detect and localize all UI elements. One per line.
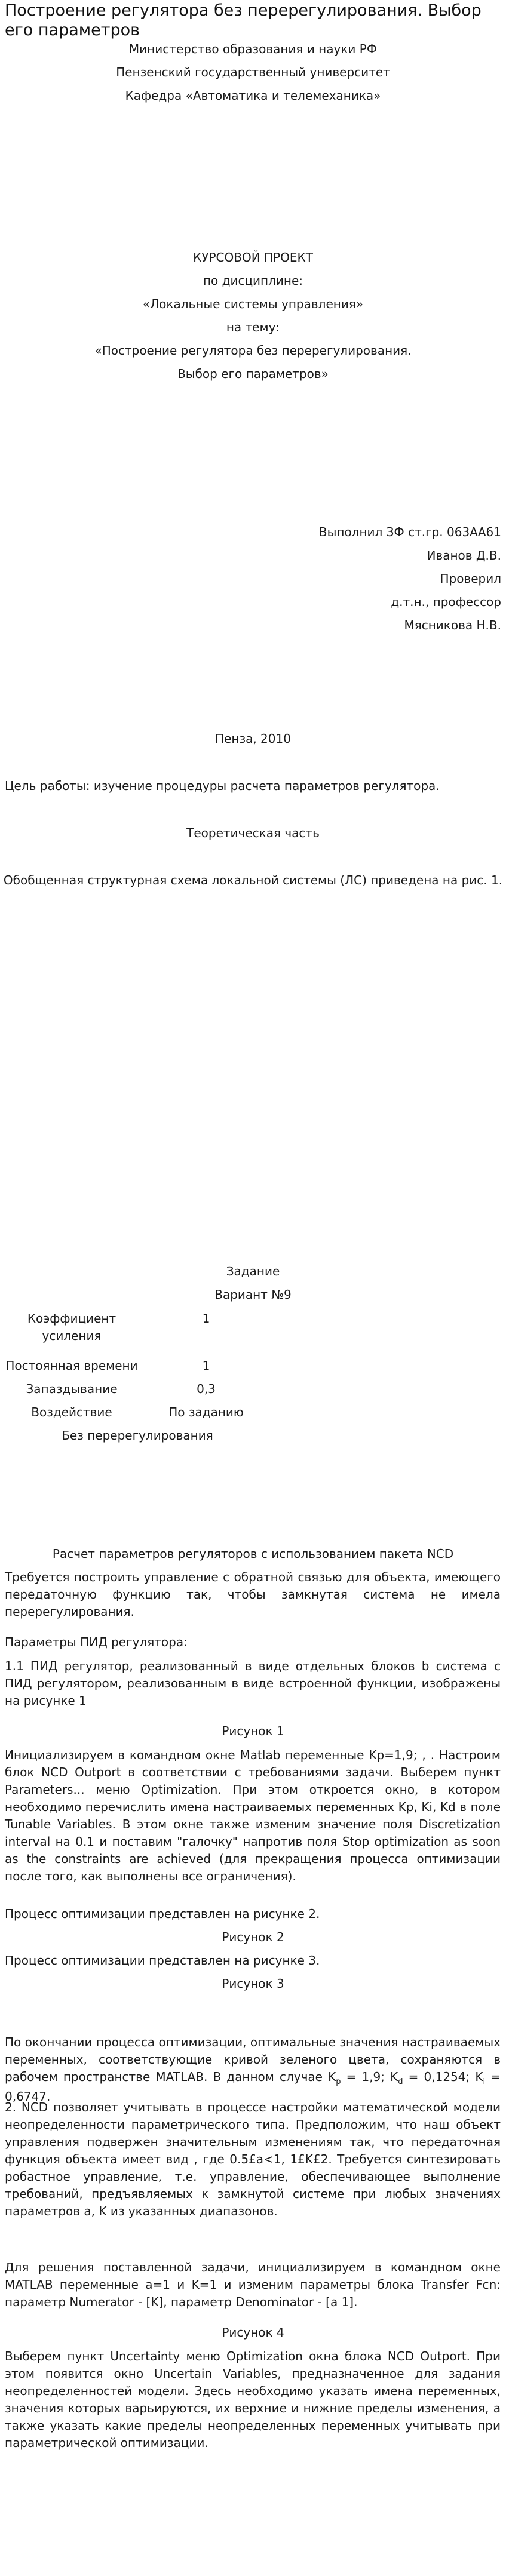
student-name: Иванов Д.В. [427,548,501,562]
professor-degree: д.т.н., профессор [391,595,501,609]
calc-paragraph-9: Для решения поставленной задачи, инициализируем в командном окне MATLAB переменные a=1 и K=1 и изменим параметры блока Transfer Fcn: параметр Numerator - [K], параметр Denominator - [a 1]. [5,2260,501,2309]
page-title: Построение регулятора без перерегулирования. Выбор его параметров [5,1,482,39]
calc-paragraph-10: Выберем пункт Uncertainty меню Optimization окна блока NCD Outport. При этом появится окно Uncertain Variables, предназначенное для задания неопределенностей модели. Здесь необходимо указать имена переменных, значения которых варьируются, их верхние и нижние пределы изменения, а также указать какие пределы неопределенных переменных учитывать при параметрической оптимизации. [5,2349,501,2450]
figure-4-caption: Рисунок 4 [222,2325,284,2340]
scheme-text: Обобщенная структурная схема локальной системы (ЛС) приведена на рис. 1. [3,873,503,887]
topic-line-2: Выбор его параметров» [177,367,329,381]
task-label-time-constant: Постоянная времени [5,1358,138,1373]
calc-heading: Расчет параметров регуляторов с использованием пакета NCD [52,1547,454,1561]
theory-heading: Теоретическая часть [186,826,320,840]
professor-name: Мясникова Н.В. [404,618,501,632]
discipline-label: по дисциплине: [203,273,303,288]
task-label-delay: Запаздывание [26,1382,118,1396]
calc-paragraph-8: 2. NCD позволяет учитывать в процессе настройки математической модели неопределенности параметрического типа. Предположим, что наш объект управления подвержен значительным изменениям так, что передаточная функция объекта имеет вид , где 0.5£a<1, 1£K£2. Требуется синтезировать робастное управление, т.е. управление, обеспечивающее выполнение требований, предъявляемых к замкнутой системе при любых значениях параметров a, K из указанных диапазонов. [5,2100,501,2218]
figure-3-caption: Рисунок 3 [222,1976,284,1991]
topic-line-1: «Построение регулятора без перерегулирования. [94,343,412,358]
figure-1-caption: Рисунок 1 [222,1724,284,1738]
done-by: Выполнил ЗФ ст.гр. 063АА61 [318,525,501,539]
task-variant: Вариант №9 [214,1287,292,1302]
project-kind: КУРСОВОЙ ПРОЕКТ [193,250,313,265]
task-label-input: Воздействие [31,1405,112,1419]
calc-paragraph-5: Процесс оптимизации представлен на рисунке 2. [5,1907,320,1921]
figure-2-caption: Рисунок 2 [222,1930,284,1944]
calc-paragraph-1: Требуется построить управление с обратной связью для объекта, имеющего передаточную функцию так, чтобы замкнутая система не имела перерегулирования. [5,1570,501,1619]
ministry-line: Министерство образования и науки РФ [128,42,378,56]
discipline-name: «Локальные системы управления» [142,297,364,311]
calc-paragraph-4: Инициализируем в командном окне Matlab переменные Kp=1,9; , . Настроим блок NCD Outport в соответствии с требованиями задачи. Выберем пункт Parameters... меню Optimization. При этом откроется окно, в котором необходимо перечислить имена настраиваемых переменных Kp, Ki, Kd в поле Tunable Variables. В этом окне также изменим значение поля Discretization interval на 0.1 и поставим "галочку" напротив поля Stop optimization as soon as the constraints are achieved (для прекращения процесса оптимизации после того, как выполнены все ограничения). [5,1748,501,1883]
topic-label: на тему: [226,320,280,334]
task-value-gain: 1 [202,1311,210,1326]
task-value-input: По заданию [168,1405,244,1419]
task-table [0,1308,506,1439]
calc-paragraph-7: По окончании процесса оптимизации, оптимальные значения настраиваемых переменных, соответствующие кривой зеленого цвета, сохраняются в рабочем пространстве MATLAB. В данном случае $K_p = 1,9$; $K_d = 0,1254$; $K_i = 0,6747$. [5,2035,501,2104]
calc-paragraph-2: Параметры ПИД регулятора: [5,1635,188,1649]
task-heading: Задание [226,1264,280,1278]
calc-paragraph-6: Процесс оптимизации представлен на рисунке 3. [5,1953,320,1968]
goal-text: Цель работы: изучение процедуры расчета параметров регулятора. [5,779,440,793]
department-line: Кафедра «Автоматика и телемеханика» [125,88,381,103]
city-year: Пенза, 2010 [215,731,291,746]
task-condition: Без перерегулирования [62,1428,213,1443]
task-value-time-constant: 1 [202,1358,210,1373]
university-line: Пензенский государственный университет [116,65,390,79]
checked-label: Проверил [440,571,501,586]
task-label-gain: Коэффициент усиления [27,1311,116,1343]
calc-paragraph-3: 1.1 ПИД регулятор, реализованный в виде отдельных блоков b система с ПИД регулятором, реализованным в виде встроенной функции, изображены на рисунке 1 [5,1659,501,1708]
task-value-delay: 0,3 [197,1382,216,1396]
